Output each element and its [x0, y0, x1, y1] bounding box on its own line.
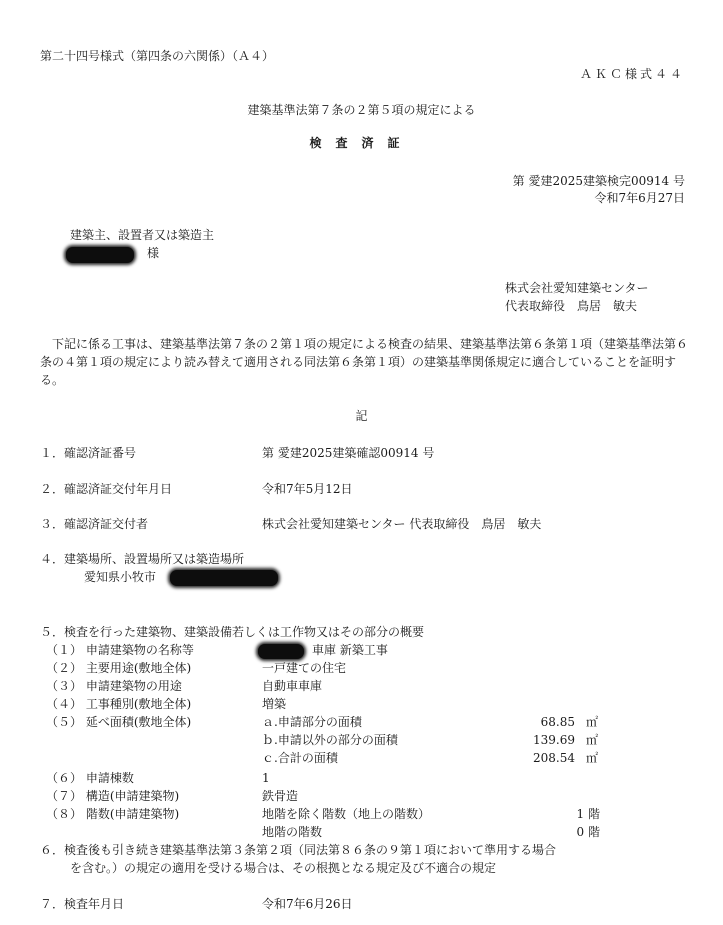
certificate-date: 令和7年6月27日 [594, 191, 685, 205]
item5-7-value: 鉄骨造 [262, 789, 299, 803]
issuer-representative: 代表取締役 鳥居 敏夫 [505, 299, 638, 313]
certificate-number: 第 愛建2025建築検完00914 号 [512, 174, 685, 188]
floors-row-label: 地階の階数 [262, 825, 323, 839]
item5-2-value: 一戸建ての住宅 [262, 661, 347, 675]
ki-heading: 記 [355, 409, 368, 423]
area-row-label: ａ.申請部分の面積 [262, 715, 362, 729]
floors-row-value: 0 階 [576, 825, 600, 839]
item6-line1: ６．検査後も引き続き建築基準法第３条第２項（同法第８６条の９第１項において準用する場合 [40, 843, 557, 857]
item4-location-prefix: 愛知県小牧市 [84, 570, 157, 584]
form-name: 第二十四号様式（第四条の六関係）（Ａ４） [40, 49, 275, 63]
item5-4-value: 増築 [262, 697, 287, 711]
item1-value: 第 愛建2025建築確認00914 号 [262, 446, 435, 460]
area-row-unit: ㎡ [586, 751, 599, 765]
item3-value: 株式会社愛知建築センター 代表取締役 鳥居 敏夫 [262, 517, 542, 531]
certification-statement: 下記に係る工事は、建築基準法第７条の２第１項の規定による検査の結果、建築基準法第６条第１項（建築基準法第６条の４第１項の規定により読み替えて適用される同法第６条第１項）の建築基準関係規定に適合していることを証明する。 [40, 337, 689, 387]
item5-1-value: 車庫 新築工事 [312, 643, 388, 657]
item4-label: ４．建築場所、設置場所又は築造場所 [40, 552, 245, 566]
area-row-label: ｃ.合計の面積 [262, 751, 338, 765]
item5-label: ５．検査を行った建築物、建築設備若しくは工作物又はその部分の概要 [40, 625, 425, 639]
legal-basis: 建築基準法第７条の２第５項の規定による [247, 103, 476, 117]
redacted-name [66, 247, 134, 263]
area-row-unit: ㎡ [586, 715, 599, 729]
item2-label: ２．確認済証交付年月日 [40, 482, 173, 496]
item6-line2: を含む。）の規定の適用を受ける場合は、その根拠となる規定及び不適合の規定 [70, 861, 497, 875]
item7-label: ７．検査年月日 [40, 897, 125, 911]
honorific: 様 [147, 246, 160, 260]
item5-5-label: （５） 延べ面積(敷地全体) [46, 715, 192, 729]
floors-row-value: 1 階 [576, 807, 600, 821]
document-title: 検査済証 [309, 136, 414, 150]
item5-6-label: （６） 申請棟数 [46, 771, 134, 785]
item2-value: 令和7年5月12日 [262, 482, 353, 496]
addressee-label: 建築主、設置者又は築造主 [70, 228, 215, 242]
area-row-value: 68.85 [540, 715, 575, 729]
floors-row-label: 地階を除く階数（地上の階数） [262, 807, 431, 821]
item5-6-value: 1 [262, 771, 270, 785]
item1-label: １．確認済証番号 [40, 446, 137, 460]
redacted-building-name [258, 644, 304, 659]
item5-8-label: （８） 階数(申請建築物) [46, 807, 180, 821]
area-row-value: 208.54 [533, 751, 575, 765]
item5-3-label: （３） 申請建築物の用途 [46, 679, 182, 693]
item7-value: 令和7年6月26日 [262, 897, 353, 911]
item5-7-label: （７） 構造(申請建築物) [46, 789, 180, 803]
area-row-unit: ㎡ [586, 733, 599, 747]
item5-2-label: （２） 主要用途(敷地全体) [46, 661, 192, 675]
area-row-value: 139.69 [533, 733, 575, 747]
area-row-label: ｂ.申請以外の部分の面積 [262, 733, 398, 747]
item5-3-value: 自動車車庫 [262, 679, 323, 693]
redacted-address [170, 570, 278, 586]
issuer-company: 株式会社愛知建築センター [505, 281, 649, 295]
akc-form-number: ＡＫＣ様式４４ [579, 67, 685, 81]
item3-label: ３．確認済証交付者 [40, 517, 149, 531]
item5-1-label: （１） 申請建築物の名称等 [46, 643, 194, 657]
item5-4-label: （４） 工事種別(敷地全体) [46, 697, 192, 711]
